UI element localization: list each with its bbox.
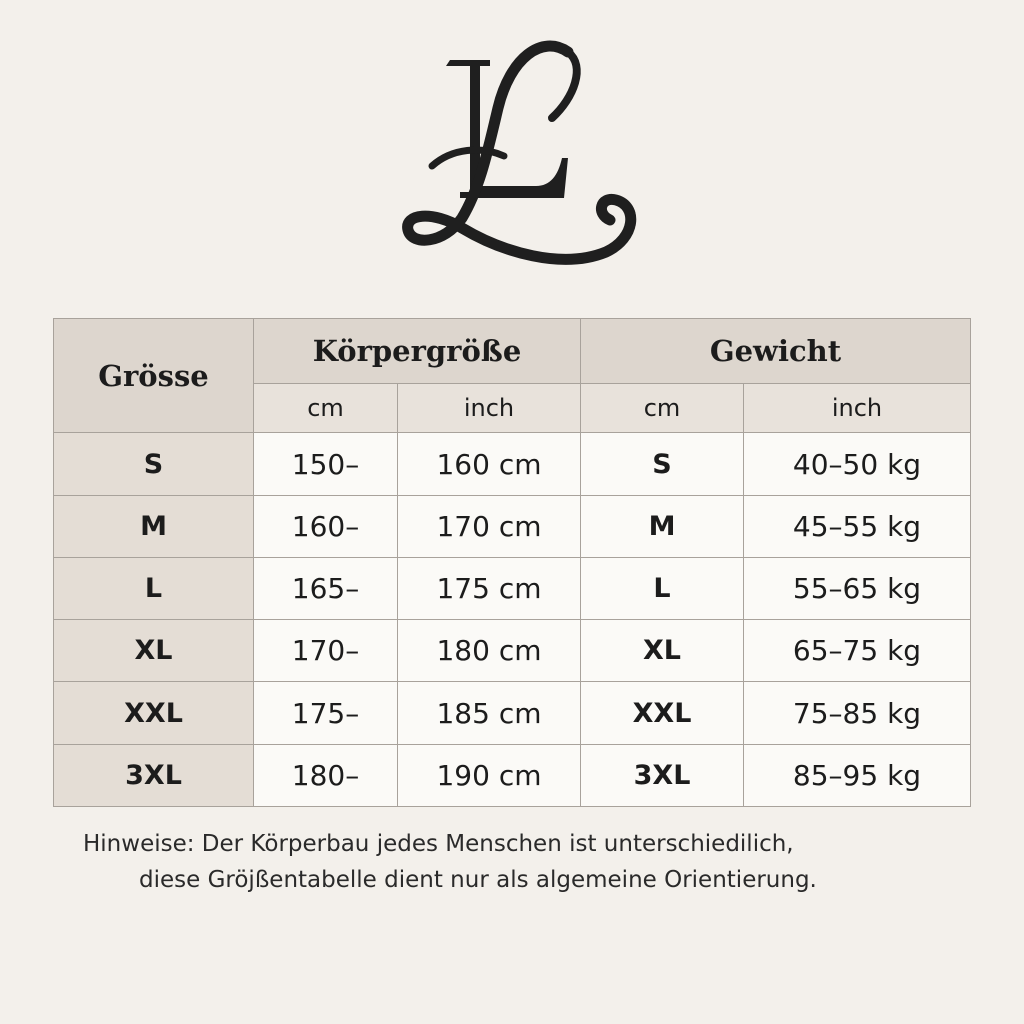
weight-size-cell: XXL: [581, 682, 744, 744]
weight-range-cell: 55–65 kg: [744, 557, 971, 619]
height-from-cell: 165–: [254, 557, 398, 619]
weight-range-cell: 40–50 kg: [744, 433, 971, 495]
size-cell: XL: [54, 620, 254, 682]
height-to-cell: 160 cm: [398, 433, 581, 495]
subheader-weight-cm: cm: [581, 384, 744, 433]
monogram-logo: [392, 38, 652, 278]
header-body-height: Körpergröße: [254, 319, 581, 384]
subheader-height-cm: cm: [254, 384, 398, 433]
header-size: Grösse: [54, 319, 254, 433]
weight-size-cell: S: [581, 433, 744, 495]
height-to-cell: 190 cm: [398, 744, 581, 806]
table-row: [54, 557, 971, 619]
weight-size-cell: 3XL: [581, 744, 744, 806]
size-cell: L: [54, 557, 254, 619]
size-cell: XXL: [54, 682, 254, 744]
note-line-1: Hinweise: Der Körperbau jedes Menschen ist unterschiedilich,: [83, 831, 794, 857]
height-from-cell: 175–: [254, 682, 398, 744]
subheader-weight-inch: inch: [744, 384, 971, 433]
note-line-2: diese Gröjßentabelle dient nur als algemeine Orientierung.: [139, 867, 817, 893]
height-from-cell: 180–: [254, 744, 398, 806]
header-weight: Gewicht: [581, 319, 971, 384]
height-to-cell: 185 cm: [398, 682, 581, 744]
disclaimer-note: [0, 826, 1024, 898]
table-row: [54, 495, 971, 557]
height-from-cell: 150–: [254, 433, 398, 495]
weight-size-cell: L: [581, 557, 744, 619]
table-row: [54, 620, 971, 682]
height-from-cell: 170–: [254, 620, 398, 682]
weight-size-cell: XL: [581, 620, 744, 682]
height-to-cell: 180 cm: [398, 620, 581, 682]
size-cell: S: [54, 433, 254, 495]
weight-range-cell: 75–85 kg: [744, 682, 971, 744]
subheader-height-inch: inch: [398, 384, 581, 433]
size-cell: M: [54, 495, 254, 557]
weight-range-cell: 85–95 kg: [744, 744, 971, 806]
height-to-cell: 170 cm: [398, 495, 581, 557]
size-chart-table: [53, 318, 971, 807]
table-row: [54, 682, 971, 744]
table-row: [54, 433, 971, 495]
height-to-cell: 175 cm: [398, 557, 581, 619]
table-header-row: [54, 319, 971, 384]
table-row: [54, 744, 971, 806]
weight-range-cell: 65–75 kg: [744, 620, 971, 682]
height-from-cell: 160–: [254, 495, 398, 557]
weight-range-cell: 45–55 kg: [744, 495, 971, 557]
size-cell: 3XL: [54, 744, 254, 806]
weight-size-cell: M: [581, 495, 744, 557]
